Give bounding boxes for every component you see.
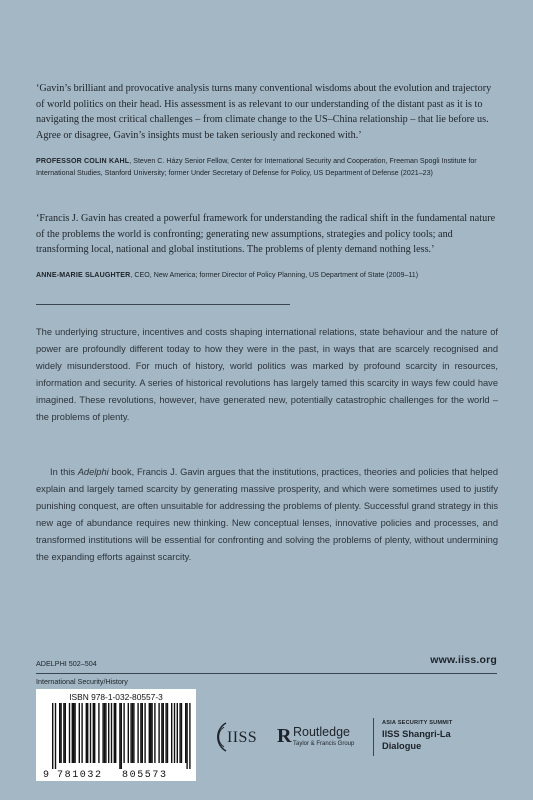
isbn-barcode <box>36 689 196 781</box>
divider-line <box>36 304 290 305</box>
barcode-bar <box>123 703 124 763</box>
endorsement-attribution-slaughter <box>36 270 498 282</box>
barcode-bar <box>115 703 116 763</box>
barcode-bar <box>104 703 105 763</box>
dialogue-name-line1: IISS Shangri-La <box>382 729 451 739</box>
barcode-bar <box>73 703 74 763</box>
barcode-bar <box>144 703 145 763</box>
barcode-bar <box>119 703 120 769</box>
routledge-logo <box>277 723 367 755</box>
barcode-bar <box>121 703 122 769</box>
barcode-bar <box>167 703 168 763</box>
routledge-wordmark: Routledge <box>293 725 350 739</box>
footer-divider <box>36 673 497 674</box>
summit-label: ASIA SECURITY SUMMIT <box>382 720 453 726</box>
barcode-bar <box>98 703 99 763</box>
barcode-bar <box>74 703 75 763</box>
barcode-bar <box>52 703 53 769</box>
routledge-r-icon: R <box>277 725 292 747</box>
blurb-paragraph-2: In this Adelphi book, Francis J. Gavin argues that the institutions, practices, theories and policies that helped explain and largely tamed scarcity by generating massive prosperity, and which were sometimes used to justify punishing conquest, are often unsuitable for addressing the problems of plenty. Successful grand strategy in this new age of abundance requires new thinking. New conceptual lenses, innovative policies and processes, and transformed institutions will be essential for confronting and solving the problems of plenty, without undermining the expanding efforts against scarcity. <box>36 467 498 563</box>
barcode-bar <box>55 703 56 769</box>
barcode-bar <box>60 703 61 763</box>
iiss-wordmark: IISS <box>227 729 258 746</box>
barcode-bar <box>133 703 134 763</box>
barcode-bar <box>111 703 112 763</box>
subject-category: International Security/History <box>36 677 128 686</box>
barcode-bar <box>93 703 94 763</box>
barcode-bar <box>130 703 131 763</box>
endorser-name: ANNE-MARIE SLAUGHTER <box>36 271 131 279</box>
barcode-bar <box>81 703 82 763</box>
barcode-bar <box>189 703 190 769</box>
barcode-digit-first: 9 <box>43 770 50 781</box>
barcode-bar <box>177 703 178 763</box>
barcode-bar <box>87 703 88 763</box>
endorser-affiliation: , Steven C. Házy Senior Fellow, Center for International Security and Cooperation, Freeman Spogli Institute for International Studies, Stanford University; former Under Secretary of Defense for Policy, US Department of Defense (2021–23) <box>36 157 477 177</box>
barcode-digits-left: 781032 <box>57 770 103 781</box>
adelphi-series-name: Adelphi <box>77 467 109 477</box>
barcode-bar <box>79 703 80 763</box>
barcode-bar <box>158 703 159 763</box>
barcode-bar <box>132 703 133 763</box>
logo-separator <box>373 718 374 756</box>
barcode-bar <box>108 703 109 763</box>
barcode-bars <box>52 703 191 769</box>
barcode-bar <box>69 703 70 763</box>
barcode-bar <box>171 703 172 763</box>
isbn-label: ISBN 978-1-032-80557-3 <box>69 692 163 702</box>
barcode-bar <box>181 703 182 763</box>
endorser-name: PROFESSOR COLIN KAHL <box>36 157 130 165</box>
barcode-bar <box>63 703 64 763</box>
barcode-bar <box>102 703 103 763</box>
barcode-bar <box>174 703 175 763</box>
barcode-bar <box>179 703 180 763</box>
barcode-bar <box>163 703 164 763</box>
shangri-la-dialogue-logo <box>382 720 502 760</box>
barcode-bar <box>150 703 151 763</box>
endorsement-attribution-kahl <box>36 156 498 179</box>
dialogue-name-line2: Dialogue <box>382 741 422 751</box>
endorsement-quote-kahl: ‘Gavin’s brilliant and provocative analysis turns many conventional wisdoms about the evolution and trajectory of world politics on their head. His assessment is as relevant to our understanding of the distant past as it is to navigating the most critical challenges – from climate change to the US–China relationship – that lie before us. Agree or disagree, Gavin’s insights must be taken seriously and reckoned with.’ <box>36 83 492 141</box>
barcode-bar <box>59 703 60 763</box>
barcode-bar <box>149 703 150 763</box>
endorser-affiliation: , CEO, New America; former Director of Policy Planning, US Department of State (2009–11) <box>130 271 419 279</box>
barcode-bar <box>161 703 162 763</box>
barcode-digits-right: 805573 <box>122 770 168 781</box>
iiss-logo <box>206 719 266 755</box>
barcode-bar <box>86 703 87 763</box>
series-number: ADELPHI 502–504 <box>36 659 97 668</box>
endorsement-quote-slaughter: ‘Francis J. Gavin has created a powerful framework for understanding the radical shift in the fundamental nature of the problems the world is confronting; generating new assumptions, strategies and policy tools; and transforming local, national and global institutions. The problems of plenty demand nothing less.’ <box>36 213 496 256</box>
barcode-bar <box>154 703 155 763</box>
barcode-bar <box>90 703 91 763</box>
barcode-bar <box>128 703 129 763</box>
barcode-bar <box>105 703 106 763</box>
barcode-bar <box>185 703 186 763</box>
blurb-paragraph-1: The underlying structure, incentives and costs shaping international relations, state behaviour and the nature of power are profoundly different today to how they were in the past, in ways that are scarcely recognised and widely misunderstood. For much of history, world politics was marked by profound scarcity in resources, information and security. A series of historical revolutions has largely tamed this scarcity in ways few could have imagined. These revolutions, however, have generated new, potentially catastrophic challenges for the world – the problems of plenty. <box>36 327 498 423</box>
barcode-bar <box>186 703 187 769</box>
barcode-bar <box>140 703 141 763</box>
website-link[interactable]: www.iiss.org <box>430 654 497 666</box>
barcode-bar <box>72 703 73 763</box>
barcode-graphic <box>36 703 196 781</box>
barcode-bar <box>137 703 138 763</box>
barcode-bar <box>114 703 115 763</box>
barcode-bar <box>151 703 152 763</box>
barcode-bar <box>94 703 95 763</box>
barcode-bar <box>142 703 143 763</box>
barcode-bar <box>65 703 66 763</box>
barcode-bar <box>165 703 166 763</box>
routledge-subtitle: Taylor & Francis Group <box>293 741 355 747</box>
